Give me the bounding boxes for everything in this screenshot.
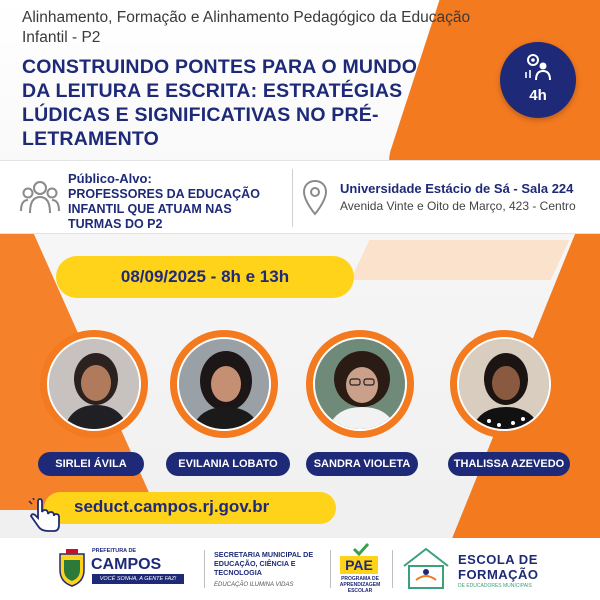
speaker-name: EVILANIA LOBATO bbox=[166, 452, 290, 476]
school-house-icon bbox=[400, 546, 452, 590]
footer-divider bbox=[204, 550, 205, 588]
pae-logo: PAE bbox=[340, 556, 378, 574]
escola-subtitle: DE EDUCADORES MUNICIPAIS bbox=[458, 583, 532, 589]
speaker-name: THALISSA AZEVEDO bbox=[448, 452, 570, 476]
speaker-photo-ring bbox=[40, 330, 148, 438]
date-time-pill: 08/09/2025 - 8h e 13h bbox=[56, 256, 354, 298]
website-pill[interactable] bbox=[44, 492, 336, 524]
pointing-hand-icon bbox=[28, 498, 62, 534]
audience-label: Público-Alvo: bbox=[68, 171, 152, 186]
light-stripe bbox=[351, 240, 570, 280]
event-title: CONSTRUINDO PONTES PARA O MUNDO DA LEITURA E ESCRITA: ESTRATÉGIAS LÚDICAS E SIGNIFICATIVAS NO PRÉ-LETRAMENTO bbox=[22, 56, 418, 150]
secretaria-tagline: EDUCAÇÃO ILUMINA VIDAS bbox=[214, 582, 294, 588]
prefeitura-name: CAMPOS bbox=[91, 556, 162, 573]
speaker-name: SIRLEI ÁVILA bbox=[38, 452, 144, 476]
escola-line2: FORMAÇÃO bbox=[458, 567, 539, 582]
footer-logos bbox=[0, 538, 600, 600]
map-pin-icon bbox=[302, 179, 328, 217]
duration-badge bbox=[500, 42, 576, 118]
speaker-photo-ring bbox=[306, 330, 414, 438]
speaker-photo bbox=[177, 337, 271, 431]
campos-coat-of-arms-icon bbox=[56, 548, 88, 588]
prefeitura-slogan: VOCÊ SONHA, A GENTE FAZ! bbox=[92, 574, 184, 584]
speaker-photo bbox=[313, 337, 407, 431]
speaker-card bbox=[36, 330, 156, 475]
speaker-photo-ring bbox=[170, 330, 278, 438]
speaker-name: SANDRA VIOLETA bbox=[306, 452, 418, 476]
speaker-card bbox=[166, 330, 286, 475]
speaker-card bbox=[302, 330, 422, 475]
program-subtitle: Alinhamento, Formação e Alinhamento Pedagógico da Educação Infantil - P2 bbox=[22, 9, 471, 46]
website-link[interactable]: seduct.campos.rj.gov.br bbox=[74, 497, 270, 516]
prefeitura-label: PREFEITURA DE bbox=[92, 548, 137, 554]
footer-divider bbox=[330, 550, 331, 588]
gear-person-icon bbox=[524, 52, 552, 82]
speaker-photo bbox=[47, 337, 141, 431]
speaker-photo-ring bbox=[450, 330, 558, 438]
group-icon bbox=[20, 179, 60, 215]
footer-divider bbox=[392, 550, 393, 588]
info-divider bbox=[292, 169, 293, 227]
pae-name: PROGRAMA DE APRENDIZAGEM ESCOLAR bbox=[339, 576, 381, 594]
escola-line1: ESCOLA DE bbox=[458, 552, 538, 567]
audience-text: PROFESSORES DA EDUCAÇÃO INFANTIL QUE ATUAM NAS TURMAS DO P2 bbox=[68, 187, 260, 231]
duration-text: 4h bbox=[529, 87, 547, 104]
location-address: Avenida Vinte e Oito de Março, 423 - Centro bbox=[340, 199, 576, 213]
info-strip bbox=[0, 160, 600, 234]
speaker-photo bbox=[457, 337, 551, 431]
speaker-card bbox=[446, 330, 566, 475]
checkmark-icon bbox=[352, 542, 370, 556]
secretaria-name: SECRETARIA MUNICIPAL DE EDUCAÇÃO, CIÊNCIA E TECNOLOGIA bbox=[214, 550, 314, 577]
location-title: Universidade Estácio de Sá - Sala 224 bbox=[340, 181, 574, 196]
